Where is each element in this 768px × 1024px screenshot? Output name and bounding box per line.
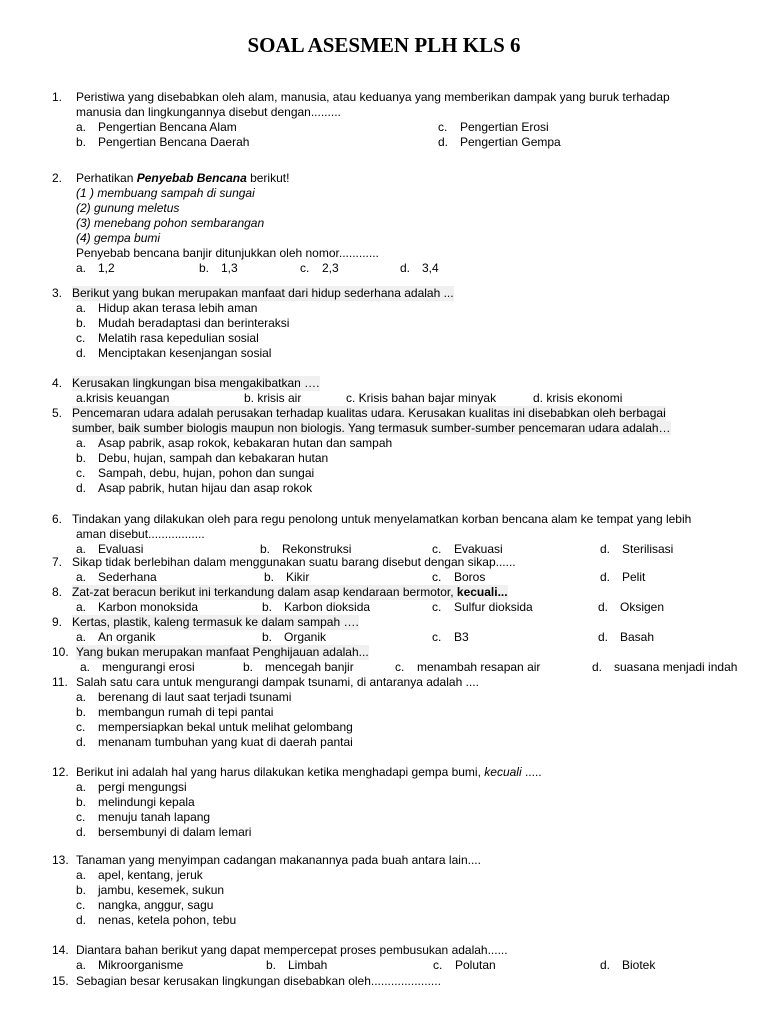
option-a: a. mengurangi erosi — [80, 660, 195, 674]
option-d: d. Oksigen — [598, 600, 665, 614]
question-13 — [52, 853, 752, 928]
question-number: 11. — [52, 675, 68, 689]
question-prompt: Penyebab bencana banjir ditunjukkan oleh nomor............ — [76, 246, 379, 260]
option-b: b. Mudah beradaptasi dan berinteraksi — [76, 316, 290, 330]
question-text: Tanaman yang menyimpan cadangan makanannya pada buah antara lain.... — [76, 853, 481, 867]
option-row — [52, 630, 752, 645]
option-d: d. Pelit — [600, 570, 646, 584]
option-c: c. Melatih rasa kepedulian sosial — [76, 331, 259, 345]
option-c: c. Evakuasi — [432, 542, 503, 556]
question-text-cont: sumber, baik sumber biologis maupun non biologis. Yang termasuk sumber-sumber pencemaran udara adalah… — [72, 421, 671, 435]
option-a: a. Pengertian Bencana Alam — [76, 120, 237, 134]
option-b: b. Rekonstruksi — [260, 542, 352, 556]
option-row — [52, 958, 752, 973]
question-number: 3. — [52, 286, 63, 300]
option-row — [52, 135, 752, 150]
option-c: c. menambah resapan air — [395, 660, 541, 674]
question-text: Zat-zat beracun berikut ini terkandung dalam asap kendaraan bermotor, kecuali... — [72, 585, 508, 599]
option-row — [52, 261, 752, 276]
question-3 — [52, 286, 752, 361]
option-d: d. Pengertian Gempa — [438, 135, 561, 149]
option-d: d. nenas, ketela pohon, tebu — [76, 913, 237, 927]
question-text: Kerusakan lingkungan bisa mengakibatkan …. — [72, 376, 320, 390]
option-row — [52, 570, 752, 585]
question-number: 6. — [52, 512, 63, 526]
option-a: a. pergi mengungsi — [76, 780, 187, 794]
option-d: d. Asap pabrik, hutan hijau dan asap rokok — [76, 481, 313, 495]
question-text: Tindakan yang dilakukan oleh para regu penolong untuk menyelamatkan korban bencana alam ke tempat yang lebih — [72, 512, 692, 526]
option-c: c. B3 — [432, 630, 469, 644]
option-b: b. krisis air — [244, 391, 302, 405]
question-text: Kertas, plastik, kaleng termasuk ke dalam sampah …. — [72, 615, 359, 629]
question-11 — [52, 675, 752, 750]
question-number: 7. — [52, 555, 63, 569]
option-list — [52, 301, 752, 361]
question-7 — [52, 555, 752, 585]
option-a: a. Mikroorganisme — [76, 958, 184, 972]
option-list — [52, 868, 752, 928]
option-a: a. Karbon monoksida — [76, 600, 199, 614]
question-text: Berikut ini adalah hal yang harus dilakukan ketika menghadapi gempa bumi, kecuali ..... — [76, 765, 542, 779]
question-number: 2. — [52, 171, 63, 185]
option-row — [52, 660, 752, 675]
question-text: Berikut yang bukan merupakan manfaat dari hidup sederhana adalah ... — [72, 286, 454, 300]
option-d: d. Biotek — [600, 958, 656, 972]
question-number: 15. — [52, 974, 69, 988]
question-number: 4. — [52, 376, 63, 390]
option-c: c. Boros — [432, 570, 486, 584]
question-text: Pencemaran udara adalah perusakan terhadap kualitas udara. Kerusakan kualitas ini disebabkan oleh berbagai — [72, 406, 666, 420]
option-list — [52, 690, 752, 750]
list-item: (2) gunung meletus — [76, 201, 180, 215]
option-d: d. suasana menjadi indah — [592, 660, 738, 674]
option-b: b. mencegah banjir — [243, 660, 354, 674]
list-item: (4) gempa bumi — [76, 231, 161, 245]
question-5 — [52, 406, 752, 496]
question-number: 14. — [52, 943, 69, 957]
option-list — [52, 780, 752, 840]
option-b: b. Pengertian Bencana Daerah — [76, 135, 250, 149]
question-text: Sikap tidak berlebihan dalam menggunakan suatu barang disebut dengan sikap...... — [72, 555, 516, 569]
option-b: b. Organik — [262, 630, 327, 644]
question-1 — [52, 90, 752, 150]
question-number: 12. — [52, 765, 69, 779]
question-text-cont: aman disebut................. — [76, 527, 205, 541]
option-c: c. Polutan — [433, 958, 496, 972]
option-c: c. Sulfur dioksida — [432, 600, 533, 614]
option-b: b. Kikir — [264, 570, 310, 584]
question-6 — [52, 512, 752, 557]
option-b: b. jambu, kesemek, sukun — [76, 883, 225, 897]
option-a: a.krisis keuangan — [76, 391, 170, 405]
option-a: a. Asap pabrik, asap rokok, kebakaran hutan dan sampah — [76, 436, 393, 450]
option-a: a. Sederhana — [76, 570, 157, 584]
option-c: c. Sampah, debu, hujan, pohon dan sungai — [76, 466, 315, 480]
option-a: a. apel, kentang, jeruk — [76, 868, 203, 882]
option-d: d. Basah — [598, 630, 655, 644]
option-row — [52, 391, 752, 406]
option-b: b. Karbon dioksida — [262, 600, 371, 614]
option-a: a. Hidup akan terasa lebih aman — [76, 301, 258, 315]
question-4 — [52, 376, 752, 406]
option-d: d. 3,4 — [400, 261, 439, 275]
question-9 — [52, 615, 752, 645]
option-b: b. membangun rumah di tepi pantai — [76, 705, 274, 719]
page-title: SOAL ASESMEN PLH KLS 6 — [247, 33, 521, 57]
option-list — [52, 436, 752, 496]
option-b: b. 1,3 — [199, 261, 238, 275]
list-item: (3) menebang pohon sembarangan — [76, 216, 265, 230]
question-text: Perhatikan Penyebab Bencana berikut! — [76, 171, 290, 185]
option-b: b. melindungi kepala — [76, 795, 195, 809]
option-c: c. 2,3 — [300, 261, 339, 275]
question-text: Sebagian besar kerusakan lingkungan disebabkan oleh..................... — [76, 974, 441, 988]
question-number: 13. — [52, 853, 69, 867]
question-12 — [52, 765, 752, 840]
question-number: 1. — [52, 90, 63, 104]
question-number: 10. — [52, 645, 69, 659]
question-8 — [52, 585, 752, 615]
option-d: d. menanam tumbuhan yang kuat di daerah pantai — [76, 735, 353, 749]
option-c: c. Pengertian Erosi — [438, 120, 549, 134]
question-text: Salah satu cara untuk mengurangi dampak tsunami, di antaranya adalah .... — [76, 675, 479, 689]
question-15 — [52, 974, 752, 989]
option-c: c. nangka, anggur, sagu — [76, 898, 214, 912]
option-row — [52, 120, 752, 135]
question-number: 5. — [52, 406, 63, 420]
list-item: (1 ) membuang sampah di sungai — [76, 186, 255, 200]
question-2 — [52, 171, 752, 276]
option-a: a. 1,2 — [76, 261, 115, 275]
option-d: d. krisis ekonomi — [533, 391, 623, 405]
option-row — [52, 600, 752, 615]
option-a: a. berenang di laut saat terjadi tsunami — [76, 690, 292, 704]
option-d: d. bersembunyi di dalam lemari — [76, 825, 252, 839]
option-a: a. Evaluasi — [76, 542, 144, 556]
question-10 — [52, 645, 752, 675]
question-number: 9. — [52, 615, 63, 629]
option-c: c. menuju tanah lapang — [76, 810, 211, 824]
question-text: Yang bukan merupakan manfaat Penghijauan adalah... — [76, 645, 369, 659]
option-d: d. Menciptakan kesenjangan sosial — [76, 346, 272, 360]
question-text: Peristiwa yang disebabkan oleh alam, manusia, atau keduanya yang memberikan dampak yang buruk terhadap — [76, 90, 670, 104]
option-c: c. mempersiapkan bekal untuk melihat gelombang — [76, 720, 353, 734]
question-14 — [52, 943, 752, 973]
option-b: b. Debu, hujan, sampah dan kebakaran hutan — [76, 451, 329, 465]
option-c: c. Krisis bahan bajar minyak — [346, 391, 497, 405]
option-d: d. Sterilisasi — [600, 542, 674, 556]
option-b: b. Limbah — [266, 958, 328, 972]
question-text-cont: manusia dan lingkungannya disebut dengan......... — [76, 105, 341, 119]
option-a: a. An organik — [76, 630, 156, 644]
question-text: Diantara bahan berikut yang dapat mempercepat proses pembusukan adalah...... — [76, 943, 508, 957]
question-number: 8. — [52, 585, 63, 599]
